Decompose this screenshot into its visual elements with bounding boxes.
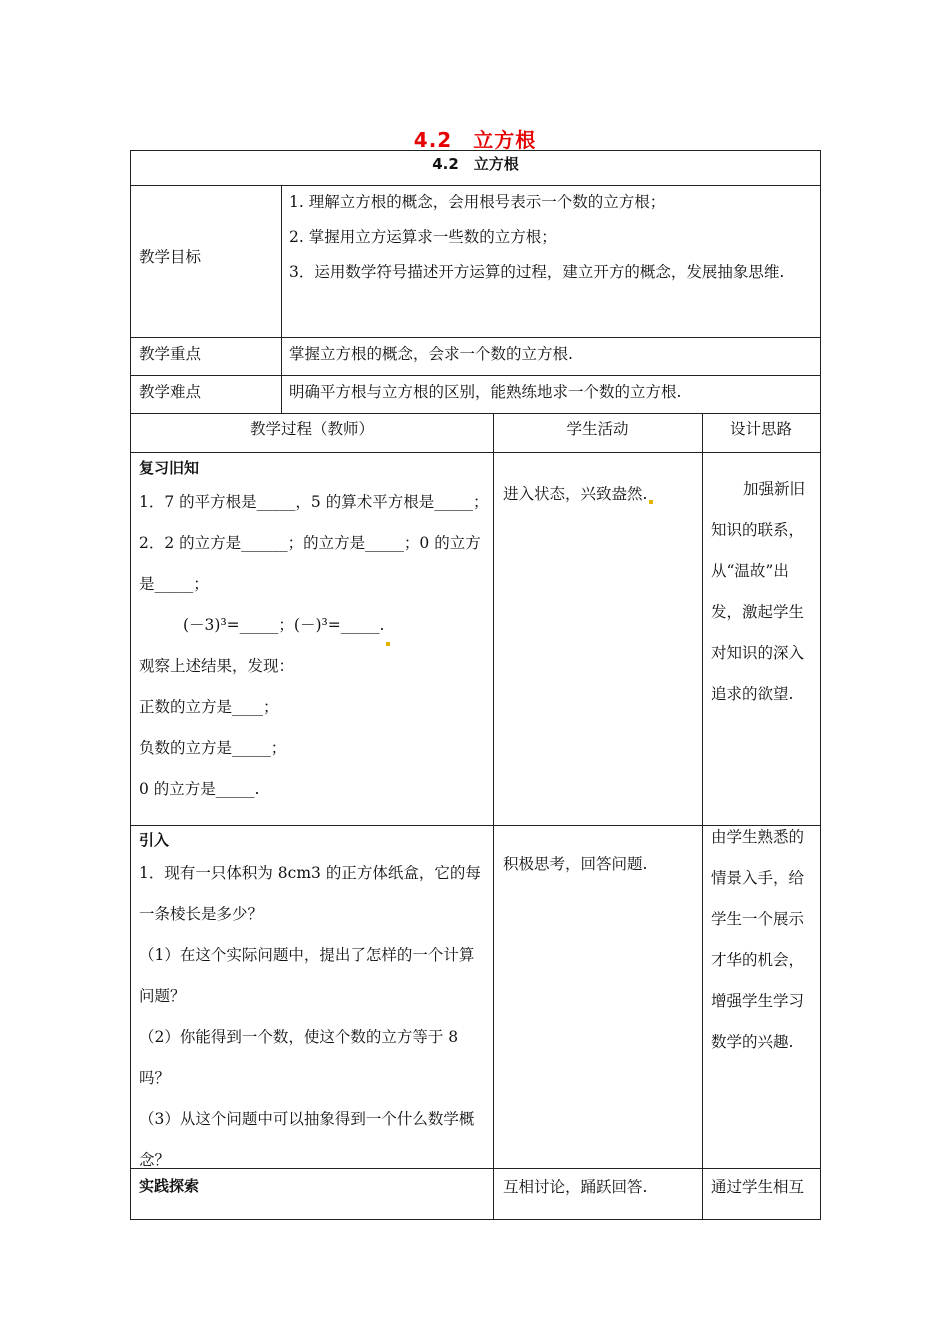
section-heading: 实践探索 [139,1177,200,1195]
student-activity: 积极思考，回答问题. [503,855,648,873]
teacher-line: 观察上述结果，发现： [139,657,295,675]
teacher-line: 2．2 的立方是______；的立方是_____；0 的立方是_____； [139,534,481,593]
teacher-line: (－3)³=_____；(－)³=_____. [139,605,489,646]
column-divider [702,413,703,1219]
teacher-line: （1）在这个实际问题中，提出了怎样的一个计算问题？ [139,946,475,1005]
goal-item: 3．运用数学符号描述开方运算的过程，建立开方的概念，发展抽象思维. [289,263,785,281]
design-idea: 由学生熟悉的情景入手，给学生一个展示才华的机会，增强学生学习数学的兴趣. [711,828,805,1051]
difficulty-text: 明确平方根与立方根的区别，能熟练地求一个数的立方根. [289,383,682,401]
teacher-line: 1．现有一只体积为 8cm3 的正方体纸盒，它的每一条棱长是多少？ [139,864,481,923]
teacher-line: （2）你能得到一个数，使这个数的立方等于 8 吗？ [139,1028,459,1087]
row-divider [131,452,820,453]
goals-list [289,185,814,290]
design-idea: 加强新旧知识的联系，从“温故”出发，激起学生对知识的深入追求的欲望. [711,480,806,703]
page-title: 4.2 立方根 [413,128,537,152]
key-point-label: 教学重点 [139,345,202,363]
row-divider [131,413,820,414]
column-header-design: 设计思路 [729,420,792,438]
teacher-line: 正数的立方是____； [139,698,279,716]
table-title: 4.2 立方根 [432,155,519,173]
teacher-content [139,853,489,1181]
goal-item: 1. 理解立方根的概念，会用根号表示一个数的立方根； [289,193,666,211]
student-activity: 进入状态，兴致盎然. [503,482,653,504]
row-divider [131,375,820,376]
design-idea: 通过学生相互 [711,1178,805,1196]
student-activity: 互相讨论，踊跃回答. [503,1178,648,1196]
column-divider [493,413,494,1219]
key-point-text: 掌握立方根的概念，会求一个数的立方根. [289,345,573,363]
goals-label: 教学目标 [139,248,202,266]
column-divider [281,185,282,413]
teacher-line: 1．7 的平方根是_____，5 的算术平方根是_____； [139,493,489,511]
section-heading: 引入 [139,831,170,849]
teacher-line: 负数的立方是_____； [139,739,287,757]
section-heading: 复习旧知 [139,459,200,477]
row-divider [131,337,820,338]
teacher-content [139,482,489,810]
highlight-mark [386,642,390,646]
lesson-plan-table [130,150,821,1220]
column-header-teacher: 教学过程（教师） [249,420,374,438]
teacher-line: 0 的立方是_____. [139,780,260,798]
column-header-student: 学生活动 [566,420,629,438]
goal-item: 2. 掌握用立方运算求一些数的立方根； [289,228,557,246]
highlight-mark [649,500,653,504]
difficulty-label: 教学难点 [139,383,202,401]
teacher-line: （3）从这个问题中可以抽象得到一个什么数学概念？ [139,1110,475,1169]
